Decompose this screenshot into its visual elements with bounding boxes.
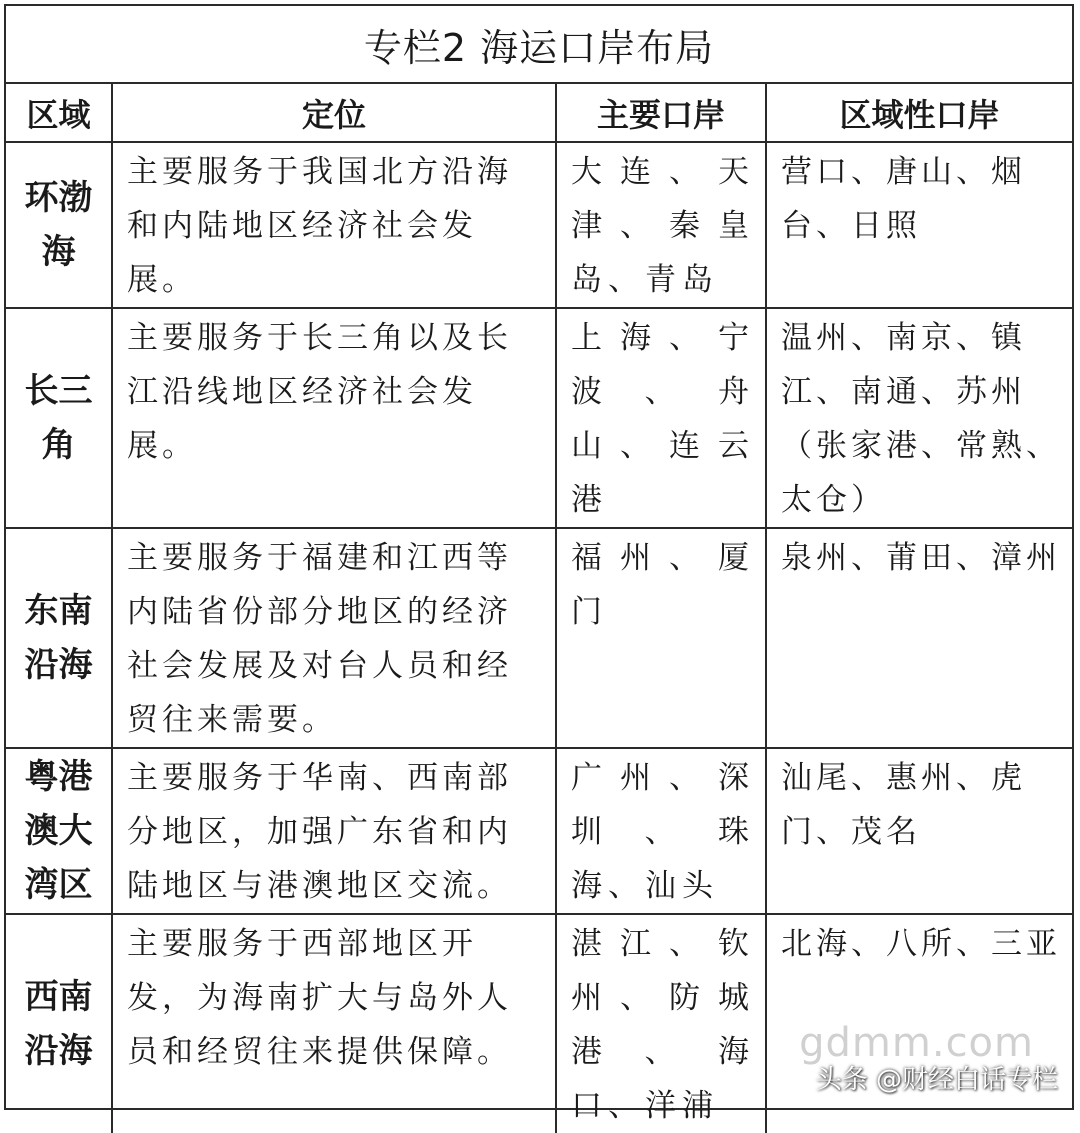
header-region: 区域 [6,84,112,142]
major-ports-cell: 大连、天津、秦皇岛、青岛 [556,142,766,308]
region-cell: 粤港澳大湾区 [6,748,112,914]
positioning-cell: 主要服务于华南、西南部分地区，加强广东省和内陆地区与港澳地区交流。 [112,748,556,914]
table-row [6,308,1072,528]
major-ports-cell: 福州、厦门 [556,528,766,748]
table-row [6,748,1072,914]
source-credit: 头条 @财经白话专栏 [815,1065,1058,1095]
regional-ports-cell: 汕尾、惠州、虎门、茂名 [766,748,1072,914]
regional-ports-cell: 营口、唐山、烟台、日照 [766,142,1072,308]
port-layout-table-frame [4,4,1074,1124]
region-cell: 环渤海 [6,142,112,308]
region-cell: 西南沿海 [6,914,112,1133]
major-ports-cell: 广州、深圳、珠海、汕头 [556,748,766,914]
header-major-ports: 主要口岸 [556,84,766,142]
header-positioning: 定位 [112,84,556,142]
major-ports-cell: 上海、宁波、舟山、连云港 [556,308,766,528]
regional-ports-cell: 北海、八所、三亚 [766,914,1072,1133]
watermark: gdmm.com [799,1020,1034,1066]
table-row [6,528,1072,748]
regional-ports-cell: 温州、南京、镇江、南通、苏州（张家港、常熟、太仓） [766,308,1072,528]
major-ports-cell: 湛江、钦州、防城港、海口、洋浦 [556,914,766,1133]
positioning-cell: 主要服务于长三角以及长江沿线地区经济社会发展。 [112,308,556,528]
positioning-cell: 主要服务于西部地区开发，为海南扩大与岛外人员和经贸往来提供保障。 [112,914,556,1133]
positioning-cell: 主要服务于福建和江西等内陆省份部分地区的经济社会发展及对台人员和经贸往来需要。 [112,528,556,748]
table-title: 专栏2 海运口岸布局 [6,6,1072,84]
header-regional-ports: 区域性口岸 [766,84,1072,142]
table-row [6,142,1072,308]
positioning-cell: 主要服务于我国北方沿海和内陆地区经济社会发展。 [112,142,556,308]
region-cell: 长三角 [6,308,112,528]
port-layout-table [6,84,1072,1133]
header-row [6,84,1072,142]
region-cell: 东南沿海 [6,528,112,748]
regional-ports-cell: 泉州、莆田、漳州 [766,528,1072,748]
